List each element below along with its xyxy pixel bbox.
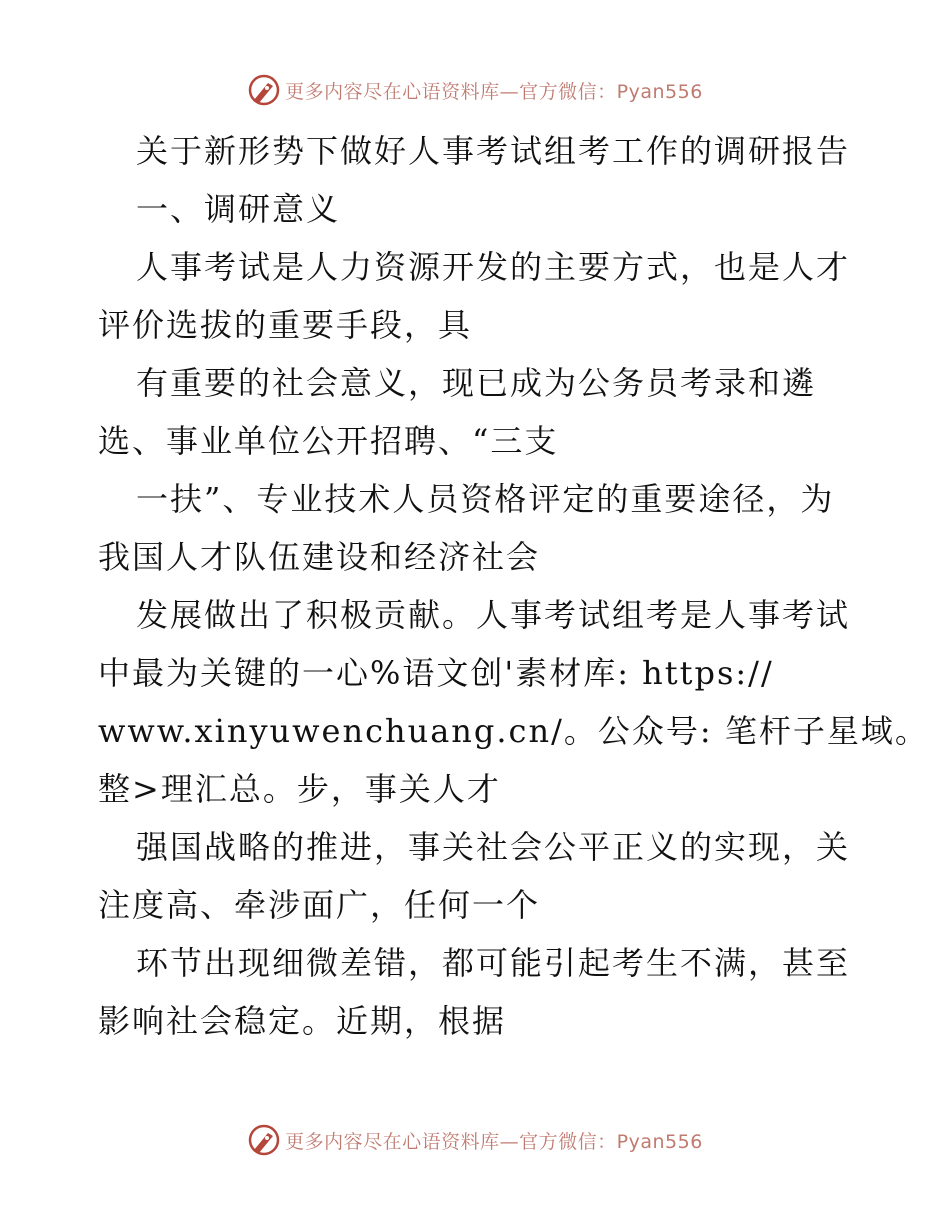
banner-text-cn: 更多内容尽在心语资料库—官方微信： <box>285 1130 617 1153</box>
pen-nib-circle-icon <box>247 1123 281 1157</box>
paragraph-line: 整>理汇总。步，事关人才 <box>98 770 501 808</box>
paragraph-line: 人事考试是人力资源开发的主要方式，也是人才 <box>136 248 851 286</box>
pen-nib-circle-icon <box>247 73 281 107</box>
paragraph-line: 中最为关键的一心%语文创'素材库: https:// <box>98 654 774 692</box>
paragraph-line: 评价选拔的重要手段，具 <box>98 306 473 344</box>
banner-text <box>285 77 703 104</box>
section-heading: 一、调研意义 <box>136 190 341 228</box>
document-body <box>98 122 929 1050</box>
paragraph-line: 我国人才队伍建设和经济社会 <box>98 538 541 576</box>
banner-wechat-id: Pyan556 <box>616 1130 703 1153</box>
paragraph-line: 强国战略的推进，事关社会公平正义的实现，关 <box>136 828 851 866</box>
paragraph-line: www.xinyuwenchuang.cn/。公众号: 笔杆子星域。 <box>98 712 929 750</box>
paragraph-line: 一扶”、专业技术人员资格评定的重要途径，为 <box>136 480 835 518</box>
banner-text-cn: 更多内容尽在心语资料库—官方微信： <box>285 80 617 103</box>
paragraph-line: 发展做出了积极贡献。人事考试组考是人事考试 <box>136 596 851 634</box>
paragraph-line: 环节出现细微差错，都可能引起考生不满，甚至 <box>136 944 851 982</box>
footer-banner <box>0 1120 950 1160</box>
banner-wechat-id: Pyan556 <box>616 80 703 103</box>
banner-text <box>285 1127 703 1154</box>
paragraph-line: 有重要的社会意义，现已成为公务员考录和遴 <box>136 364 817 402</box>
paragraph-line: 注度高、牵涉面广，任何一个 <box>98 886 541 924</box>
paragraph-line: 影响社会稳定。近期，根据 <box>98 1002 507 1040</box>
paragraph-line: 选、事业单位公开招聘、“三支 <box>98 422 559 460</box>
header-banner <box>0 70 950 110</box>
document-title: 关于新形势下做好人事考试组考工作的调研报告 <box>136 132 851 170</box>
